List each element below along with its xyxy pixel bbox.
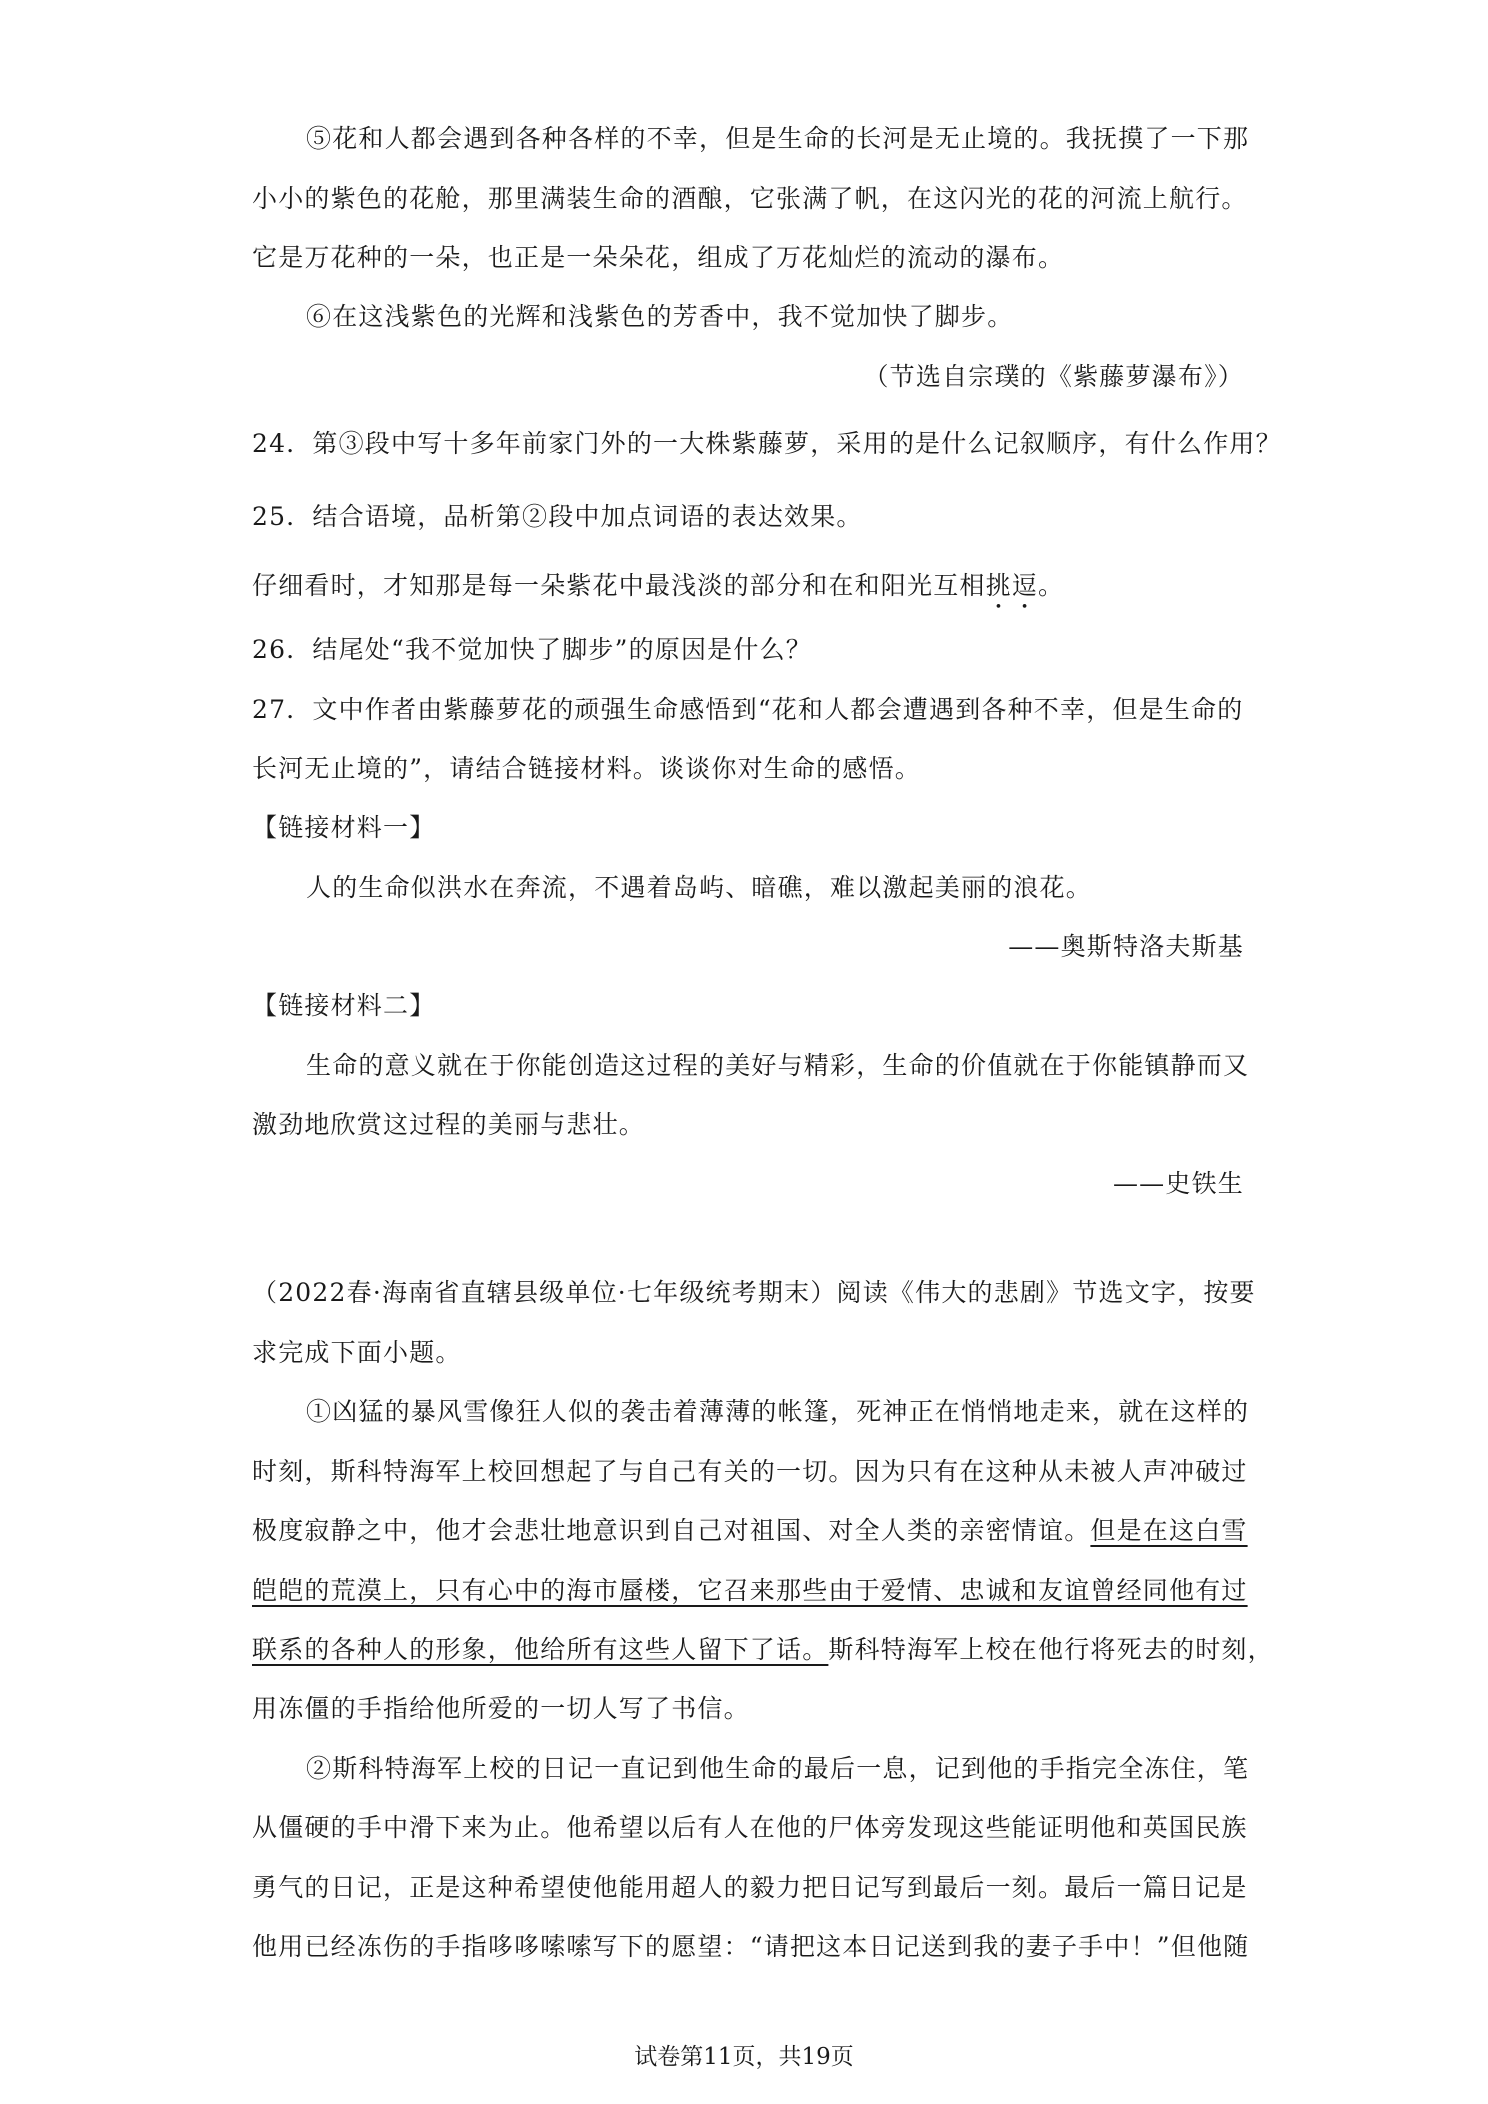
section2-p1-line4 <box>252 1574 1248 1608</box>
section2-p1-line1: ①凶猛的暴风雪像狂人似的袭击着薄薄的帐篷，死神正在悄悄地走来，就在这样的 <box>306 1397 1250 1426</box>
material-1-author: ——奥斯特洛夫斯基 <box>1008 932 1244 961</box>
section2-p2-line2: 从僵硬的手中滑下来为止。他希望以后有人在他的尸体旁发现这些能证明他和英国民族 <box>252 1813 1248 1842</box>
section2-p2-line1: ②斯科特海军上校的日记一直记到他生命的最后一息，记到他的手指完全冻住，笔 <box>306 1754 1250 1783</box>
section2-intro-line1: （2022春·海南省直辖县级单位·七年级统考期末）阅读《伟大的悲剧》节选文字，按要 <box>252 1278 1256 1307</box>
material-1-text: 人的生命似洪水在奔流，不遇着岛屿、暗礁，难以激起美丽的浪花。 <box>306 873 1093 902</box>
question-24: 24．第③段中写十多年前家门外的一大株紫藤萝，采用的是什么记叙顺序，有什么作用？ <box>252 429 1282 458</box>
section2-p1-line2: 时刻，斯科特海军上校回想起了与自己有关的一切。因为只有在这种从未被人声冲破过 <box>252 1457 1248 1486</box>
question-27-line2: 长河无止境的”，请结合链接材料。谈谈你对生命的感悟。 <box>252 754 921 783</box>
material-2-line1: 生命的意义就在于你能创造这过程的美好与精彩，生命的价值就在于你能镇静而又 <box>306 1051 1250 1080</box>
section2-intro-line2: 求完成下面小题。 <box>252 1338 462 1367</box>
passage-p5-line2: 小小的紫色的花舱，那里满装生命的酒酿，它张满了帆，在这闪光的花的河流上航行。 <box>252 184 1248 213</box>
p1-line5-underlined: 联系的各种人的形象，他给所有这些人留下了话。 <box>252 1635 829 1664</box>
section2-p1-line6: 用冻僵的手指给他所爱的一切人写了书信。 <box>252 1694 750 1723</box>
section2-p1-line3 <box>252 1514 1248 1548</box>
section2-p1-line5 <box>252 1633 1274 1667</box>
material-2-title: 【链接材料二】 <box>252 991 436 1020</box>
question-25-sentence <box>252 569 1064 615</box>
section2-p2-line3: 勇气的日记，正是这种希望使他能用超人的毅力把日记写到最后一刻。最后一篇日记是 <box>252 1873 1248 1902</box>
section2-p2-line4: 他用已经冻伤的手指哆哆嗦嗦写下的愿望：“请把这本日记送到我的妻子手中！”但他随 <box>252 1932 1250 1961</box>
q25-dotted-word: 挑逗 <box>985 571 1039 600</box>
question-27-line1: 27．文中作者由紫藤萝花的顽强生命感悟到“花和人都会遭遇到各种不幸，但是生命的 <box>252 695 1244 724</box>
p1-line5-plain: 斯科特海军上校在他行将死去的时刻， <box>828 1635 1274 1664</box>
material-2-line2: 激劲地欣赏这过程的美丽与悲壮。 <box>252 1110 646 1139</box>
p1-line3-plain: 极度寂静之中，他才会悲壮地意识到自己对祖国、对全人类的亲密情谊。 <box>252 1516 1091 1545</box>
question-26: 26．结尾处“我不觉加快了脚步”的原因是什么？ <box>252 635 812 664</box>
q25-suffix: 。 <box>1038 571 1065 600</box>
question-25: 25．结合语境，品析第②段中加点词语的表达效果。 <box>252 502 863 531</box>
material-1-title: 【链接材料一】 <box>252 813 436 842</box>
p1-line3-underlined: 但是在这白雪 <box>1090 1516 1248 1545</box>
p1-line4-underlined: 皑皑的荒漠上，只有心中的海市蜃楼，它召来那些由于爱情、忠诚和友谊曾经同他有过 <box>252 1576 1248 1605</box>
passage-p6: ⑥在这浅紫色的光辉和浅紫色的芳香中，我不觉加快了脚步。 <box>306 302 1014 331</box>
q25-prefix: 仔细看时，才知那是每一朵紫花中最浅淡的部分和在和阳光互相 <box>252 571 986 600</box>
passage-source: （节选自宗璞的《紫藤萝瀑布》） <box>863 362 1244 391</box>
material-2-author: ——史铁生 <box>1112 1169 1244 1198</box>
page-footer: 试卷第11页，共19页 <box>634 2044 854 2070</box>
passage-p5-line1: ⑤花和人都会遇到各种各样的不幸，但是生命的长河是无止境的。我抚摸了一下那 <box>306 124 1250 153</box>
passage-p5-line3: 它是万花种的一朵，也正是一朵朵花，组成了万花灿烂的流动的瀑布。 <box>252 243 1065 272</box>
